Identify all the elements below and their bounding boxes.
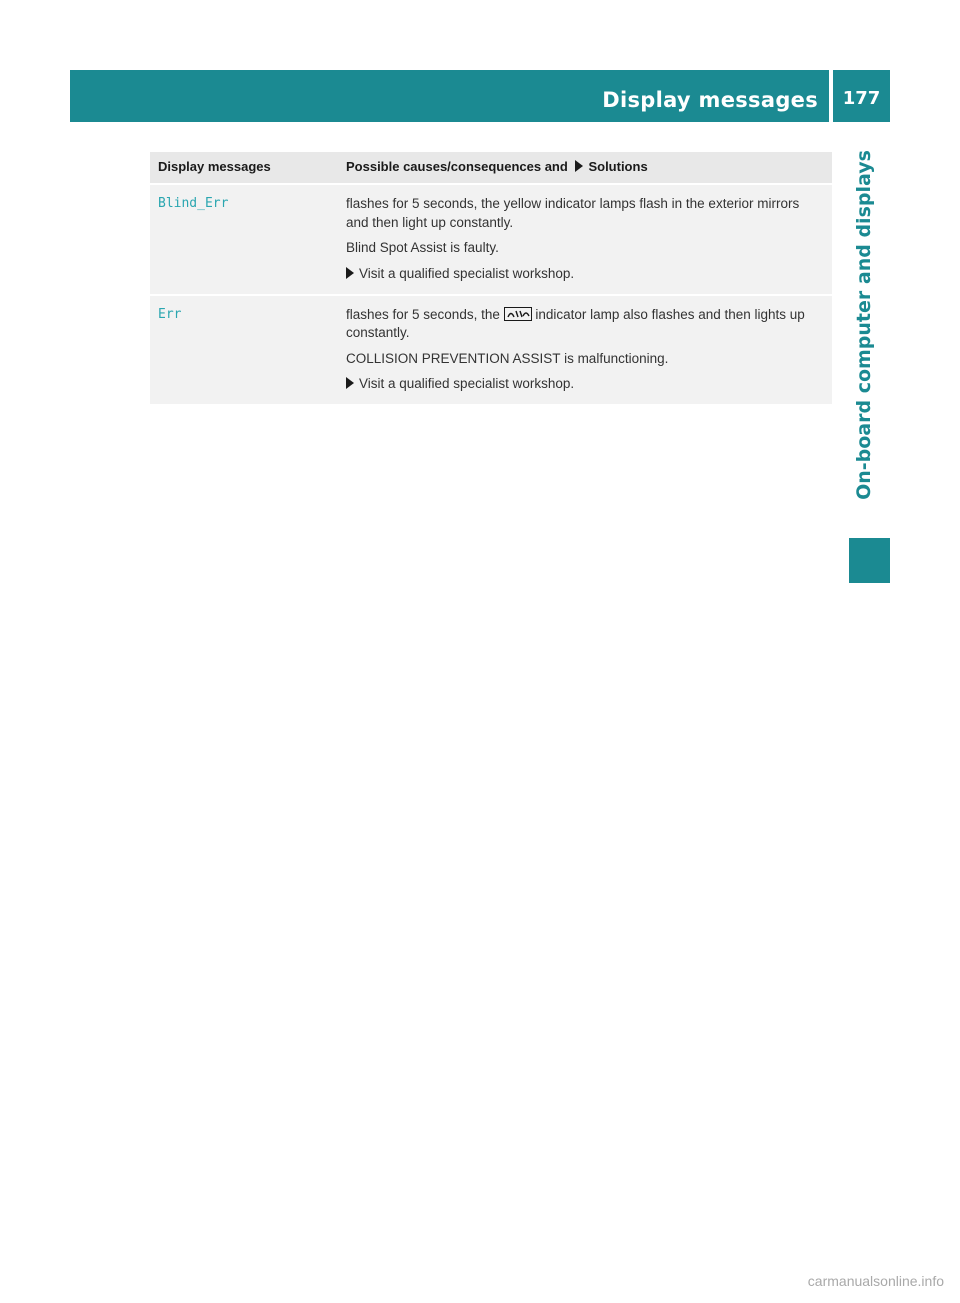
display-message-code: Blind_Err xyxy=(158,196,229,211)
message-cell xyxy=(150,184,338,295)
chapter-label: On-board computer and displays xyxy=(853,150,876,500)
cause-text: COLLISION PREVENTION ASSIST is malfunctioning. xyxy=(346,350,669,366)
arrow-right-icon xyxy=(346,377,354,389)
cause-text: flashes for 5 seconds, the yellow indicator lamps flash in the exterior mirrors and then light up constantly. xyxy=(346,196,800,230)
table-row xyxy=(150,184,832,295)
solution-step xyxy=(346,375,824,394)
column-header-causes xyxy=(338,152,832,184)
section-title: Display messages xyxy=(602,88,818,112)
cause-cell xyxy=(338,184,832,295)
table-row xyxy=(150,295,832,405)
table-header-row xyxy=(150,152,832,184)
column-header-messages: Display messages xyxy=(150,152,338,184)
column-header-solutions-label: Solutions xyxy=(588,159,648,174)
distance-warning-lamp-icon xyxy=(504,307,532,321)
side-chapter-tab xyxy=(838,122,890,528)
cause-text xyxy=(346,306,824,343)
arrow-right-icon xyxy=(346,267,354,279)
solution-step xyxy=(346,265,824,284)
cause-text-part: flashes for 5 seconds, the xyxy=(346,306,500,322)
arrow-right-icon xyxy=(575,160,583,172)
cause-text-part: indicator lamp also flashes and then lights up constantly. xyxy=(346,306,805,341)
solution-text: Visit a qualified specialist workshop. xyxy=(359,265,575,281)
footer-watermark: carmanualsonline.info xyxy=(807,1273,944,1289)
display-message-code: Err xyxy=(158,306,182,322)
cause-text: Blind Spot Assist is faulty. xyxy=(346,240,499,256)
message-cell xyxy=(150,295,338,405)
page-number: 177 xyxy=(842,88,881,109)
cause-cell xyxy=(338,295,832,405)
column-header-causes-label: Possible causes/consequences and xyxy=(346,159,568,174)
display-messages-table xyxy=(150,152,832,404)
page-header xyxy=(70,70,890,122)
solution-text: Visit a qualified specialist workshop. xyxy=(359,376,575,392)
side-marker-block xyxy=(849,538,890,583)
